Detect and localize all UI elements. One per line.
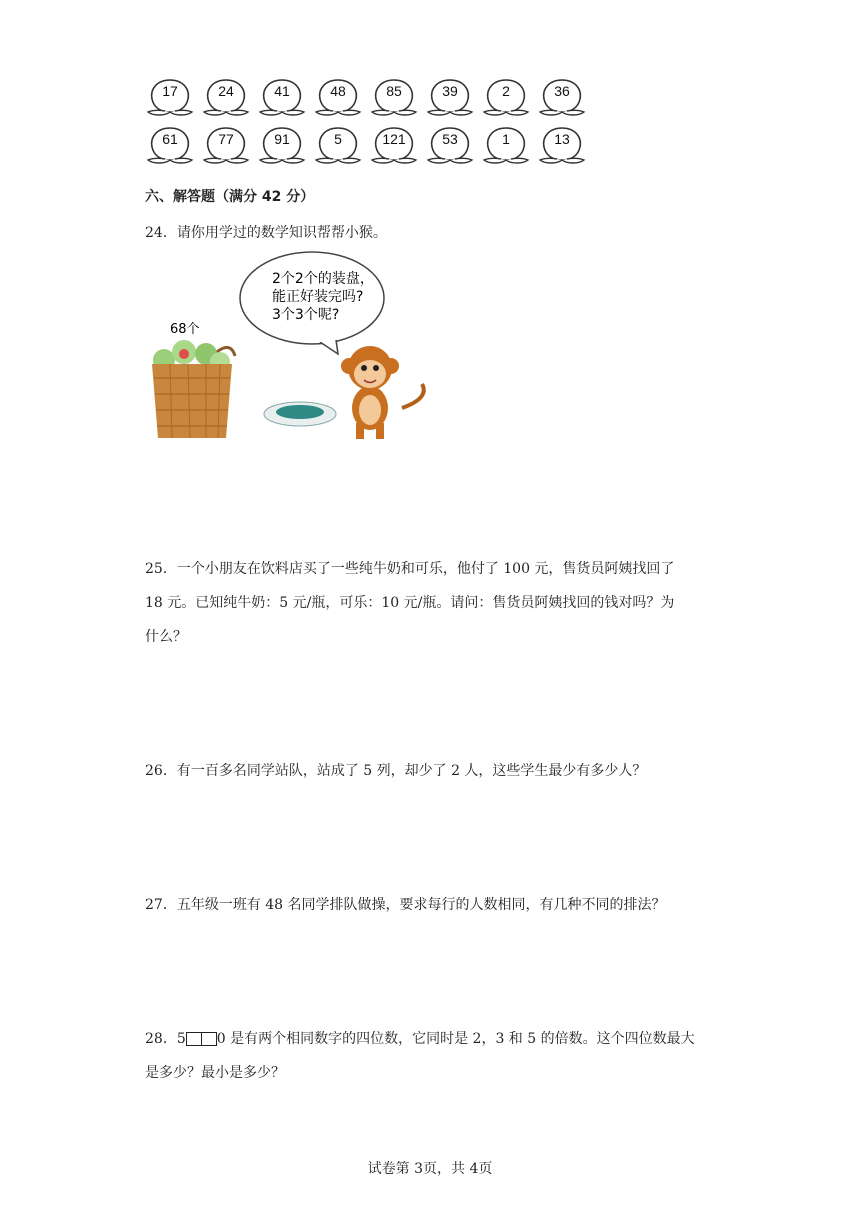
peach-row-2 bbox=[145, 124, 587, 168]
peach-label: 2 bbox=[502, 83, 510, 99]
question-28-prefix: 28．5 bbox=[145, 1031, 186, 1047]
peach-label: 53 bbox=[442, 131, 458, 147]
question-28 bbox=[145, 1022, 725, 1090]
peach-number bbox=[201, 124, 251, 168]
question-25 bbox=[145, 552, 725, 654]
plate-icon bbox=[264, 402, 336, 426]
basket-icon bbox=[152, 340, 235, 438]
bubble-line-2: 能正好装完吗? bbox=[272, 289, 364, 305]
peach-number bbox=[201, 76, 251, 120]
page-footer: 试卷第 3页，共 4页 bbox=[367, 1161, 493, 1177]
peach-label: 77 bbox=[218, 131, 234, 147]
peach-label: 5 bbox=[334, 131, 342, 147]
monkey-icon bbox=[341, 346, 424, 439]
peach-number bbox=[257, 76, 307, 120]
peach-number bbox=[257, 124, 307, 168]
peach-number bbox=[537, 76, 587, 120]
peach-number bbox=[369, 76, 419, 120]
peach-number bbox=[481, 124, 531, 168]
peach-number bbox=[425, 76, 475, 120]
peach-number bbox=[369, 124, 419, 168]
peach-label: 48 bbox=[330, 83, 346, 99]
peach-label: 13 bbox=[554, 131, 570, 147]
peach-label: 1 bbox=[502, 131, 510, 147]
question-26: 26．有一百多名同学站队，站成了 5 列，却少了 2 人，这些学生最少有多少人？ bbox=[145, 763, 647, 779]
question-25-line-2: 18 元。已知纯牛奶：5 元/瓶，可乐：10 元/瓶。请问：售货员阿姨找回的钱对吗？为 bbox=[145, 595, 675, 611]
section-title: 六、解答题（满分 42 分） bbox=[145, 189, 315, 205]
peach-number bbox=[145, 124, 195, 168]
peach-label: 121 bbox=[382, 131, 406, 147]
peach-label: 85 bbox=[386, 83, 402, 99]
peach-number bbox=[425, 124, 475, 168]
question-27: 27．五年级一班有 48 名同学排队做操，要求每行的人数相同，有几种不同的排法？ bbox=[145, 897, 666, 913]
peach-number bbox=[481, 76, 531, 120]
peach-number bbox=[537, 124, 587, 168]
peach-label: 17 bbox=[162, 83, 178, 99]
blank-box bbox=[186, 1032, 202, 1046]
question-24: 24．请你用学过的数学知识帮帮小猴。 bbox=[145, 225, 387, 241]
peach-label: 39 bbox=[442, 83, 458, 99]
peach-label: 36 bbox=[554, 83, 570, 99]
peach-row-1 bbox=[145, 76, 587, 120]
basket-label: 68个 bbox=[170, 322, 200, 337]
bubble-line-1: 2个2个的装盘， bbox=[272, 271, 374, 287]
peach-label: 61 bbox=[162, 131, 178, 147]
peach-number bbox=[313, 76, 363, 120]
peach-label: 91 bbox=[274, 131, 290, 147]
question-25-line-3: 什么？ bbox=[145, 629, 187, 645]
blank-box bbox=[202, 1032, 217, 1046]
question-28-line-2: 是多少？最小是多少？ bbox=[145, 1065, 285, 1081]
monkey-illustration bbox=[140, 248, 440, 448]
bubble-line-3: 3个3个呢? bbox=[272, 307, 340, 323]
question-25-line-1: 25．一个小朋友在饮料店买了一些纯牛奶和可乐，他付了 100 元，售货员阿姨找回了 bbox=[145, 561, 675, 577]
question-28-suffix: 0 是有两个相同数字的四位数，它同时是 2，3 和 5 的倍数。这个四位数最大 bbox=[216, 1031, 695, 1047]
peach-label: 24 bbox=[218, 83, 234, 99]
peach-number bbox=[145, 76, 195, 120]
peach-label: 41 bbox=[274, 83, 290, 99]
peach-number bbox=[313, 124, 363, 168]
